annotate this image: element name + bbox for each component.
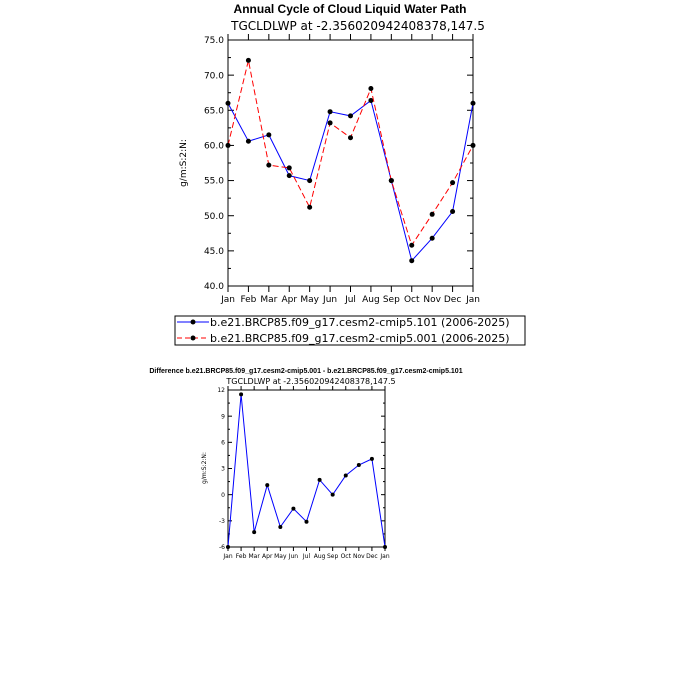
series-1-point bbox=[383, 545, 387, 549]
x-tick-label: Oct bbox=[403, 295, 420, 305]
y-tick-label: 3 bbox=[221, 465, 225, 473]
series-line-1 bbox=[228, 100, 473, 260]
series-2-point bbox=[328, 120, 333, 125]
y-tick-label: 6 bbox=[221, 439, 225, 447]
y-tick-label: -6 bbox=[219, 544, 225, 552]
series-2-point bbox=[471, 143, 476, 148]
series-1-point bbox=[331, 493, 335, 497]
series-1-point bbox=[291, 507, 295, 511]
y-tick-label: -3 bbox=[219, 517, 225, 525]
series-1-point bbox=[266, 132, 271, 137]
series-2-point bbox=[266, 163, 271, 168]
series-1-point bbox=[368, 98, 373, 103]
series-1-point bbox=[265, 483, 269, 487]
y-tick-label: 12 bbox=[217, 387, 225, 395]
series-line-2 bbox=[228, 60, 473, 245]
y-tick-label: 65.0 bbox=[203, 106, 224, 117]
series-2-point bbox=[307, 205, 312, 210]
y-tick-label: 55.0 bbox=[203, 176, 224, 187]
x-tick-label: Jan bbox=[221, 295, 235, 305]
x-tick-label: May bbox=[300, 295, 319, 305]
series-1-point bbox=[246, 139, 251, 144]
x-tick-label: Jun bbox=[323, 295, 338, 305]
x-tick-label: Jun bbox=[288, 553, 299, 560]
series-2-point bbox=[226, 143, 231, 148]
series-1-point bbox=[226, 101, 231, 106]
series-2-point bbox=[246, 58, 251, 63]
series-1-point bbox=[226, 545, 230, 549]
series-2-point bbox=[430, 212, 435, 217]
x-tick-label: Aug bbox=[362, 295, 380, 305]
x-tick-label: Jul bbox=[302, 553, 311, 560]
x-tick-label: Jul bbox=[345, 295, 356, 305]
series-1-point bbox=[278, 525, 282, 529]
series-line-1 bbox=[228, 394, 385, 547]
x-tick-label: Feb bbox=[235, 553, 247, 560]
y-tick-label: 70.0 bbox=[203, 71, 224, 82]
x-tick-label: Mar bbox=[248, 553, 260, 560]
y-tick-label: 60.0 bbox=[203, 141, 224, 152]
y-tick-label: 9 bbox=[221, 413, 225, 421]
series-2-point bbox=[389, 178, 394, 183]
chart2-title: Difference b.e21.BRCP85.f09_g17.cesm2-cmip5.001 - b.e21.BRCP85.f09_g17.cesm2-cmip5.101 bbox=[149, 368, 463, 375]
chart1-frame bbox=[228, 40, 473, 286]
y-tick-label: 40.0 bbox=[203, 282, 224, 293]
x-tick-label: Apr bbox=[262, 553, 273, 560]
x-tick-label: Aug bbox=[313, 553, 326, 560]
x-tick-label: Jan bbox=[380, 553, 390, 560]
series-1-point bbox=[252, 530, 256, 534]
x-tick-label: Apr bbox=[281, 295, 298, 305]
y-tick-label: 0 bbox=[221, 491, 225, 499]
series-1-point bbox=[305, 520, 309, 524]
legend-marker-1 bbox=[191, 320, 196, 325]
chart2-subtitle: TGCLDLWP at -2.356020942408378,147.5 bbox=[226, 377, 396, 386]
series-2-point bbox=[287, 165, 292, 170]
x-tick-label: Feb bbox=[240, 295, 257, 305]
series-1-point bbox=[318, 478, 322, 482]
series-1-point bbox=[450, 209, 455, 214]
x-tick-label: Sep bbox=[327, 553, 339, 560]
series-2-point bbox=[450, 180, 455, 185]
chart1-title: Annual Cycle of Cloud Liquid Water Path bbox=[233, 2, 467, 16]
x-tick-label: Dec bbox=[443, 295, 462, 305]
chart2-ylabel: g/m:S:2:N: bbox=[201, 452, 208, 484]
series-2-point bbox=[348, 135, 353, 140]
y-tick-label: 45.0 bbox=[203, 247, 224, 258]
series-1-point bbox=[370, 457, 374, 461]
series-1-point bbox=[471, 101, 476, 106]
x-tick-label: Sep bbox=[382, 295, 400, 305]
series-1-point bbox=[344, 473, 348, 477]
x-tick-label: Jan bbox=[466, 295, 480, 305]
legend-marker-2 bbox=[191, 336, 196, 341]
x-tick-label: Mar bbox=[260, 295, 278, 305]
series-2-point bbox=[409, 243, 414, 248]
series-1-point bbox=[357, 463, 361, 467]
x-tick-label: Nov bbox=[423, 295, 441, 305]
chart1-subtitle: TGCLDLWP at -2.356020942408378,147.5 bbox=[231, 19, 485, 33]
legend-entry-1: b.e21.BRCP85.f09_g17.cesm2-cmip5.101 (2006-2025) bbox=[210, 316, 510, 329]
series-1-point bbox=[287, 173, 292, 178]
series-1-point bbox=[409, 258, 414, 263]
x-tick-label: Dec bbox=[366, 553, 378, 560]
y-tick-label: 75.0 bbox=[203, 36, 224, 47]
series-1-point bbox=[328, 109, 333, 114]
y-tick-label: 50.0 bbox=[203, 211, 224, 222]
series-2-point bbox=[368, 86, 373, 91]
legend-entry-2: b.e21.BRCP85.f09_g17.cesm2-cmip5.001 (2006-2025) bbox=[210, 332, 510, 345]
series-1-point bbox=[307, 178, 312, 183]
series-1-point bbox=[430, 236, 435, 241]
x-tick-label: May bbox=[274, 553, 287, 560]
x-tick-label: Nov bbox=[352, 553, 365, 560]
chart1-ylabel: g/m:S:2:N: bbox=[179, 139, 189, 187]
series-1-point bbox=[348, 113, 353, 118]
x-tick-label: Oct bbox=[340, 553, 351, 560]
x-tick-label: Jan bbox=[223, 553, 233, 560]
series-1-point bbox=[239, 392, 243, 396]
